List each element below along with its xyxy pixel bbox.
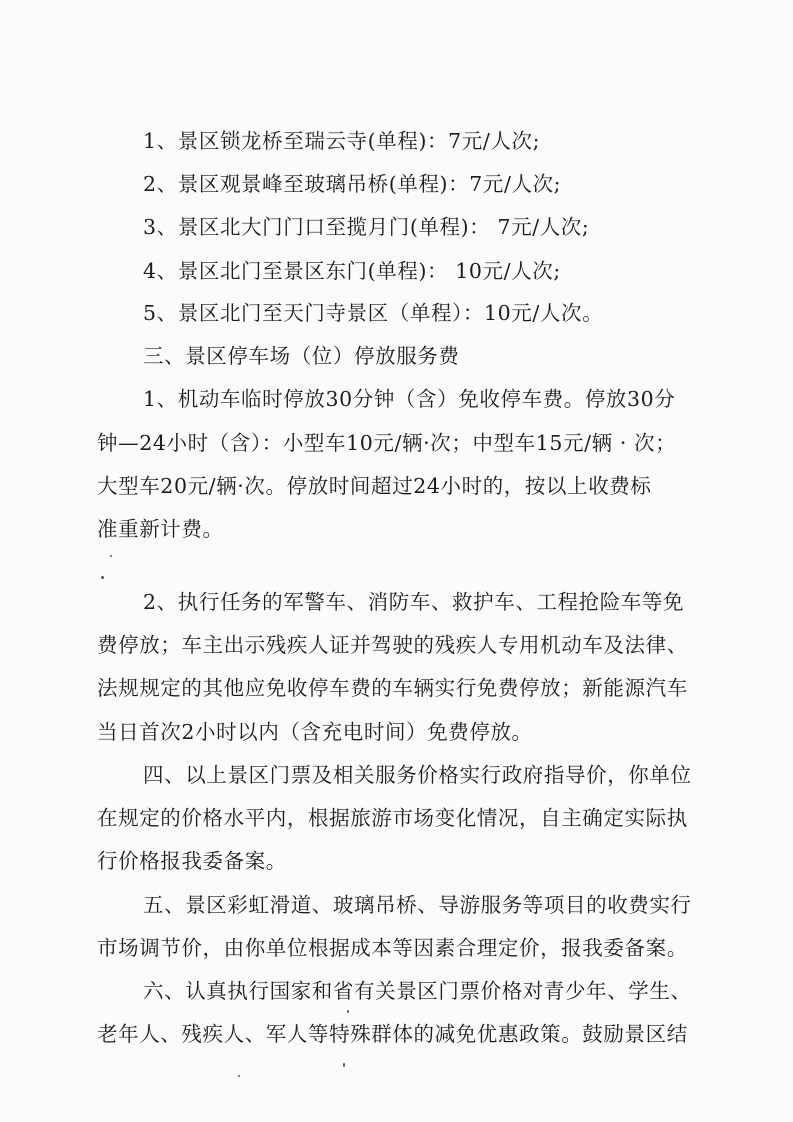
parking-para1-line2: 钟—24小时（含）：小型车10元/辆·次；中型车15元/辆 · 次；	[97, 431, 677, 455]
parking-section-heading: 三、景区停车场（位）停放服务费	[143, 344, 460, 368]
section6-line2: 老年人、残疾人、军人等特殊群体的减免优惠政策。鼓励景区结	[97, 1022, 688, 1046]
fare-item-3: 3、景区北大门门口至揽月门(单程)： 7元/人次;	[143, 215, 590, 239]
scan-speck	[101, 576, 104, 579]
section5-line1: 五、景区彩虹滑道、玻璃吊桥、导游服务等项目的收费实行	[143, 893, 692, 917]
scan-speck	[347, 1010, 349, 1013]
parking-para2-line4: 当日首次2小时以内（含充电时间）免费停放。	[97, 720, 533, 744]
scan-speck	[110, 555, 112, 557]
fare-item-2: 2、景区观景峰至玻璃吊桥(单程)：7元/人次;	[143, 172, 562, 196]
section4-line1: 四、以上景区门票及相关服务价格实行政府指导价，你单位	[143, 763, 692, 787]
fare-item-5: 5、景区北门至天门寺景区（单程）：10元/人次。	[143, 301, 604, 325]
scan-speck	[343, 1063, 345, 1067]
section6-line1: 六、认真执行国家和省有关景区门票价格对青少年、学生、	[143, 979, 692, 1003]
parking-para2-line2: 费停放；车主出示残疾人证并驾驶的残疾人专用机动车及法律、	[97, 633, 688, 657]
section4-line2: 在规定的价格水平内，根据旅游市场变化情况，自主确定实际执	[97, 806, 688, 830]
scan-speck	[238, 1075, 240, 1077]
fare-item-1: 1、景区锁龙桥至瑞云寺(单程)：7元/人次;	[143, 129, 541, 153]
section4-line3: 行价格报我委备案。	[97, 849, 287, 873]
parking-para1-line4: 准重新计费。	[97, 517, 224, 541]
parking-para2-line1: 2、执行任务的军警车、消防车、救护车、工程抢险车等免	[143, 590, 685, 614]
section5-line2: 市场调节价，由你单位根据成本等因素合理定价，报我委备案。	[97, 936, 688, 960]
fare-item-4: 4、景区北门至景区东门(单程)： 10元/人次;	[143, 259, 561, 283]
parking-para1-line1: 1、机动车临时停放30分钟（含）免收停车费。停放30分	[143, 387, 676, 411]
parking-para2-line3: 法规规定的其他应免收停车费的车辆实行免费停放；新能源汽车	[97, 676, 688, 700]
parking-para1-line3: 大型车20元/辆·次。停放时间超过24小时的，按以上收费标	[97, 474, 652, 498]
